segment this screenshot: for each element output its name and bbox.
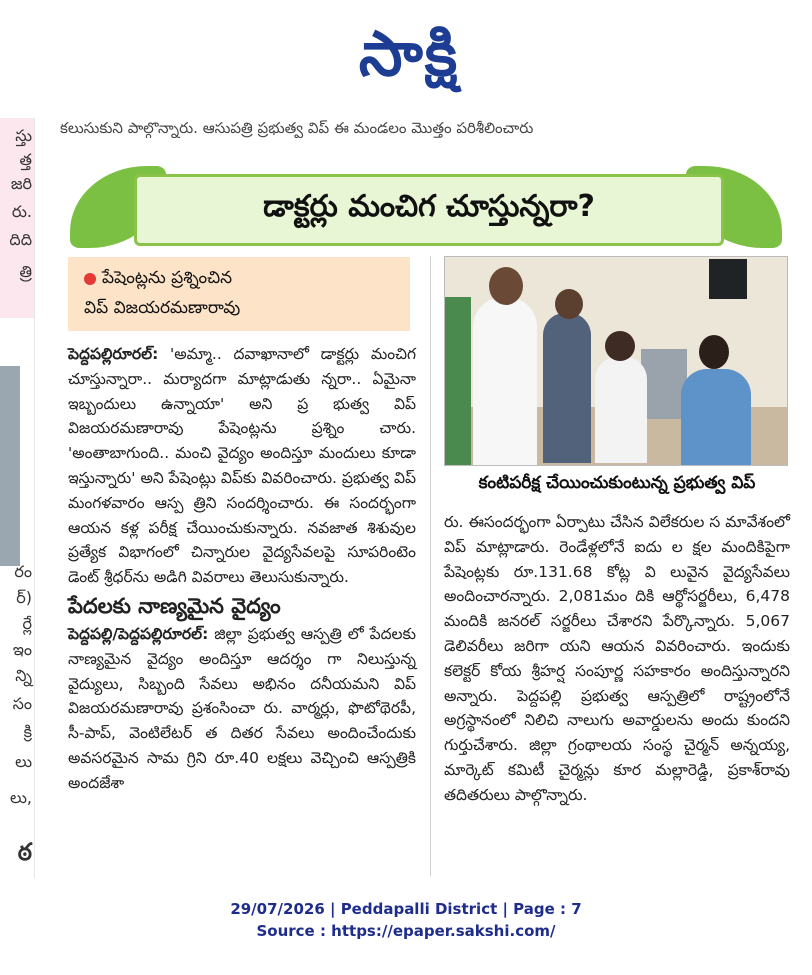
adjacent-photo: [0, 366, 20, 566]
headline: డాక్టర్లు మంచిగ చూస్తున్నరా?: [263, 189, 595, 224]
strip-text: ఠ: [17, 838, 32, 866]
footer: [0, 898, 812, 942]
adjacent-article-strip: [0, 118, 35, 878]
strip-text: ఇం: [12, 640, 32, 659]
paragraph-text: జిల్లా ప్రభుత్వ ఆస్పత్రి లో పేదలకు నాణ్యమైన వైద్యం అందిస్తూ ఆదర్శం గా నిలుస్తున్న వైద్యులు, సిబ్బంది సేవలు అభినం దనీయమని విప్ విజయరమణారావు ప్రశంసించా రు. వార్మర్లు, ఫొటోథెరపీ, సీ-పాప్, వెంటిలేటర్ త దితర సేవలు అందించేందుకు అవసరమైన సామ గ్రిని రూ.40 లక్షలు వెచ్చించి ఆస్పత్రికి అందజేశా: [68, 624, 416, 792]
person-head: [699, 335, 729, 369]
person-blue-shirt: [543, 313, 591, 463]
subheading-line-2: విప్ విజయరమణారావు: [84, 298, 241, 318]
paragraph-1: [68, 342, 416, 590]
strip-text: స్తు: [15, 126, 32, 145]
strip-text: రు.: [11, 202, 32, 221]
column-divider: [430, 256, 431, 876]
footer-date-line: 29/07/2026 | Peddapalli District | Page : 7: [230, 900, 582, 918]
strip-text: జరి: [10, 174, 32, 193]
strip-text: న్ని: [15, 666, 32, 685]
strip-text: ర్): [16, 588, 32, 607]
cut-off-top-line: కలుసుకుని పాల్గొన్నారు. ఆసుపత్రి ప్రభుత్వ విప్ ఈ మండలం మొత్తం పరిశీలించారు: [60, 119, 534, 137]
person-white-shirt: [473, 297, 537, 465]
person-head: [555, 289, 583, 319]
paragraph-3: రు. ఈసందర్భంగా ఏర్పాటు చేసిన విలేకరుల స మావేశంలో విప్ మాట్లాడారు. రెండేళ్లలోనే ఐదు ల క్షల మందికిపైగా పేషెంట్లకు రూ.131.68 కోట్ల వి లువైన వైద్యసేవలు అందించారన్నారు. 2,081మం దికి ఆర్థోసర్జరీలు, 6,478 మందికి జనరల్ సర్జరీలు చేశారని పేర్కొన్నారు. 5,067 డెలివరీలు జరిగా యని ఆయన వివరించారు. ఇందుకు కలెక్టర్ కోయ శ్రీహర్ష సంపూర్ణ సహకారం అందిస్తున్నారని అన్నారు. పెద్దపల్లి ప్రభుత్వ ఆస్పత్రిలో రాష్ట్రంలోనే అగ్రస్థానంలో నిలిచి నాలుగు అవార్డులను అందు కుందని గుర్తుచేశారు. జిల్లా గ్రంథాలయ సంస్థ చైర్మన్ అన్నయ్య, మార్కెట్ కమిటీ చైర్మన్లు కూర మల్లారెడ్డి, ప్రకాశ్‌రావు తదితరులు పాల్గొన్నారు.: [444, 513, 790, 804]
strip-text: లు: [15, 752, 32, 771]
dateline: పెద్దపల్లి/పెద్దపల్లిరూరల్:: [68, 624, 209, 643]
strip-text: క్రి: [23, 722, 32, 741]
strip-text: త్రి: [19, 262, 32, 281]
woman-patient: [681, 369, 751, 465]
right-article-column: [444, 510, 790, 808]
person-head: [605, 331, 635, 361]
strip-text: లు,: [10, 788, 32, 807]
person-green: [445, 297, 471, 465]
dateline: పెద్దపల్లిరూరల్:: [68, 345, 159, 363]
bullet-dot-icon: [84, 273, 96, 285]
subheading-box: [68, 257, 410, 331]
paragraph-2: [68, 622, 416, 796]
headline-banner: [70, 164, 782, 250]
masthead: [0, 0, 812, 110]
subheading-line-1: పేషెంట్లను ప్రశ్నించిన: [102, 268, 233, 288]
seated-person: [595, 357, 647, 463]
footer-source-line: Source : https://epaper.sakshi.com/: [256, 922, 556, 940]
strip-text: దిది: [9, 230, 32, 249]
left-article-column: [68, 342, 416, 796]
news-photo: [444, 256, 788, 466]
strip-text: సం: [12, 694, 32, 713]
section-subheading: పేదలకు నాణ్యమైన వైద్యం: [68, 593, 281, 618]
strip-text: ర్లే: [22, 614, 32, 633]
paragraph-text: 'అమ్మా.. దవాఖానాలో డాక్టర్లు మంచిగ చూస్తున్నారా.. మర్యాదగా మాట్లాడుతు న్నరా.. ఏమైనా ఇబ్బందులు ఉన్నాయా' అని ప్ర భుత్వ విప్ విజయరమణారావు పేషెంట్లను ప్రశ్నిం చారు. 'అంతాబాగుంది.. మంచి వైద్యం అందిస్తూ మందులు కూడా ఇస్తున్నారు' అని పేషెంట్లు విప్‌కు వివరించారు. ప్రభుత్వ విప్ మంగళవారం ఆస్ప త్రిని సందర్శించారు. ఈ సందర్భంగా ఆయన కళ్ల పరీక్ష చేయించుకున్నారు. నవజాత శిశువుల ప్రత్యేక విభాగంలో చిన్నారుల వైద్యసేవలపై సూపరింటెం డెంట్ శ్రీధర్‌ను అడిగి వివరాలు తెలుసుకున్నారు.: [68, 345, 416, 587]
photo-caption: కంటిపరీక్ష చేయించుకుంటున్న ప్రభుత్వ విప్: [478, 473, 756, 493]
person-head: [489, 267, 523, 305]
article-frame: [0, 118, 812, 888]
strip-text: త్త: [19, 150, 32, 169]
strip-text: రం: [14, 562, 32, 581]
sakshi-logo: సాక్షి: [358, 17, 460, 90]
eye-chart-board: [709, 259, 747, 299]
